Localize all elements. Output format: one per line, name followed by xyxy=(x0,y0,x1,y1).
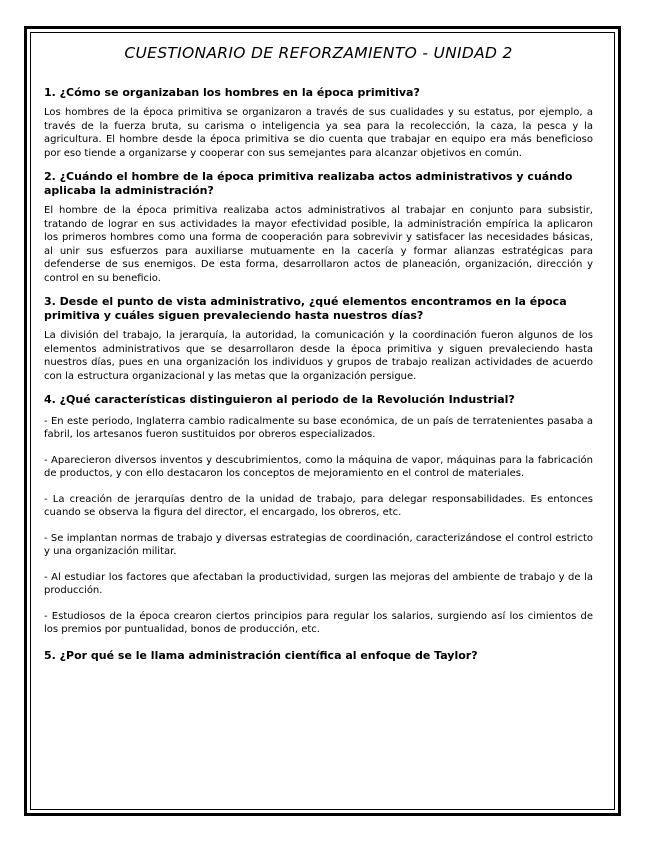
list-item: - En este periodo, Inglaterra cambio radicalmente su base económica, de un país de terratenientes pasaba a fabril, los artesanos fueron sustituidos por obreros especializados. xyxy=(44,416,593,440)
list-item: - Al estudiar los factores que afectaban la productividad, surgen las mejoras del ambiente de trabajo y de la producción. xyxy=(44,572,593,596)
question-heading: 1. ¿Cómo se organizaban los hombres en la época primitiva? xyxy=(44,86,420,99)
list-item: - Se implantan normas de trabajo y diversas estrategias de coordinación, caracterizándose el control estricto y una organización militar. xyxy=(44,533,593,557)
question-section-5 xyxy=(44,649,593,663)
answer-paragraph: El hombre de la época primitiva realizaba actos administrativos al trabajar en conjunto para subsistir, tratando de lograr en sus actividades la mayor efectividad posible, la administración empírica la aplicaron los primeros hombres como una forma de cooperación para sobrevivir y satisfacer las necesidades básicas, al unir sus esfuerzos para auxiliarse mutuamente en la cacería y formar alianzas estratégicas para defenderse de sus enemigos. De esta forma, desarrollaron actos de planeación, organización, dirección y control en su beneficio. xyxy=(44,205,593,284)
question-heading: 3. Desde el punto de vista administrativo, ¿qué elementos encontramos en la época primitiva y cuáles siguen prevaleciendo hasta nuestros días? xyxy=(44,295,567,322)
question-section-2 xyxy=(44,170,593,285)
list-item: - La creación de jerarquías dentro de la unidad de trabajo, para delegar responsabilidades. Es entonces cuando se observa la figura del director, el encargado, los obreros, etc. xyxy=(44,494,593,518)
answer-paragraph: La división del trabajo, la jerarquía, la autoridad, la comunicación y la coordinación fueron algunos de los elementos administrativos que se desarrollaron desde la época primitiva y siguen prevaleciendo hasta nuestros días, pues en una organización los individuos y grupos de trabajo realizan actividades de acuerdo con la estructura organizacional y las metas que la organización persigue. xyxy=(44,330,593,382)
list-item: - Aparecieron diversos inventos y descubrimientos, como la máquina de vapor, máquinas para la fabricación de productos, y con ello destacaron los conceptos de mejoramiento en el control de materiales. xyxy=(44,455,593,479)
list-item: - Estudiosos de la época crearon ciertos principios para regular los salarios, surgiendo así los cimientos de los premios por puntualidad, bonos de producción, etc. xyxy=(44,611,593,635)
question-section-1 xyxy=(44,86,593,160)
question-heading: 5. ¿Por qué se le llama administración científica al enfoque de Taylor? xyxy=(44,649,478,662)
question-heading: 2. ¿Cuándo el hombre de la época primitiva realizaba actos administrativos y cuándo aplicaba la administración? xyxy=(44,170,573,197)
question-section-4 xyxy=(44,393,593,636)
answer-paragraph: Los hombres de la época primitiva se organizaron a través de sus cualidades y su estatus, por ejemplo, a través de la fuerza bruta, su carisma o inteligencia ya sea para la recolección, la caza, la pesca y la agricultura. El hombre desde la época primitiva se dio cuenta que trabajar en equipo era más beneficioso por eso tiende a organizarse y cooperar con sus semejantes para alcanzar objetivos en común. xyxy=(44,107,593,159)
question-section-3 xyxy=(44,295,593,383)
document-body xyxy=(44,44,593,669)
question-heading: 4. ¿Qué características distinguieron al periodo de la Revolución Industrial? xyxy=(44,393,515,406)
document-title: CUESTIONARIO DE REFORZAMIENTO - UNIDAD 2 xyxy=(124,44,513,62)
